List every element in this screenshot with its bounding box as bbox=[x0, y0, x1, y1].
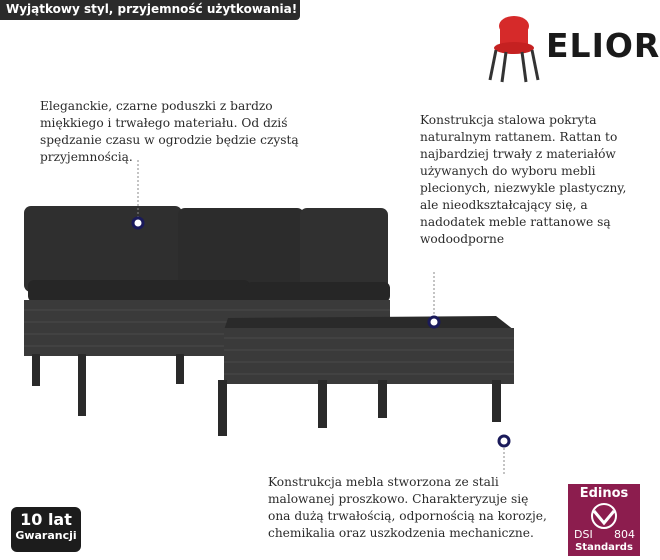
table-leg bbox=[318, 380, 327, 428]
brand-name: ELIOR bbox=[546, 26, 660, 65]
warranty-years: 10 lat bbox=[20, 510, 72, 529]
marker-cushions bbox=[133, 218, 143, 228]
sofa-leg bbox=[78, 354, 86, 416]
table-top bbox=[224, 316, 514, 330]
warranty-label: Gwarancji bbox=[15, 529, 77, 542]
sofa-leg bbox=[176, 354, 184, 384]
certificate-badge bbox=[568, 484, 640, 556]
seat-cushion-right bbox=[246, 282, 390, 302]
marker-rattan bbox=[429, 317, 439, 327]
rattan-description: Konstrukcja stalowa pokryta naturalnym rattanem. Rattan to najbardziej trwały z materiałów używanych do wyboru mebli plecionych, niezwykle plastyczny, ale nieodkształcający się, a nadodatek meble rattanowe są wodoodporne bbox=[420, 113, 627, 246]
table-leg bbox=[218, 380, 227, 436]
certificate-number: 804 bbox=[614, 528, 635, 541]
back-cushion-right bbox=[300, 208, 388, 292]
back-cushion-middle bbox=[178, 208, 304, 290]
seat-cushion-left bbox=[28, 280, 250, 302]
sofa-leg bbox=[32, 354, 40, 386]
banner-text: Wyjątkowy styl, przyjemność użytkowania! bbox=[6, 2, 298, 16]
cushion-description: Eleganckie, czarne poduszki z bardzo miękkiego i trwałego materiału. Od dziś spędzanie czasu w ogrodzie będzie czystą przyjemnością. bbox=[40, 99, 299, 164]
certificate-dsi: DSI bbox=[574, 528, 593, 541]
marker-steel bbox=[499, 436, 509, 446]
warranty-badge bbox=[11, 507, 81, 552]
steel-description: Konstrukcja mebla stworzona ze stali malowanej proszkowo. Charakteryzuje się ona dużą trwałością, odpornością na korozje, chemikalia oraz uszkodzenia mechaniczne. bbox=[268, 475, 547, 540]
table-leg bbox=[492, 380, 501, 422]
table-rattan-body bbox=[224, 328, 514, 384]
certificate-standards: Standards bbox=[575, 542, 633, 553]
certificate-name: Edinos bbox=[579, 486, 629, 501]
table-leg bbox=[378, 380, 387, 418]
back-cushion-left bbox=[24, 206, 182, 292]
certificate-emblem-icon bbox=[586, 503, 622, 529]
